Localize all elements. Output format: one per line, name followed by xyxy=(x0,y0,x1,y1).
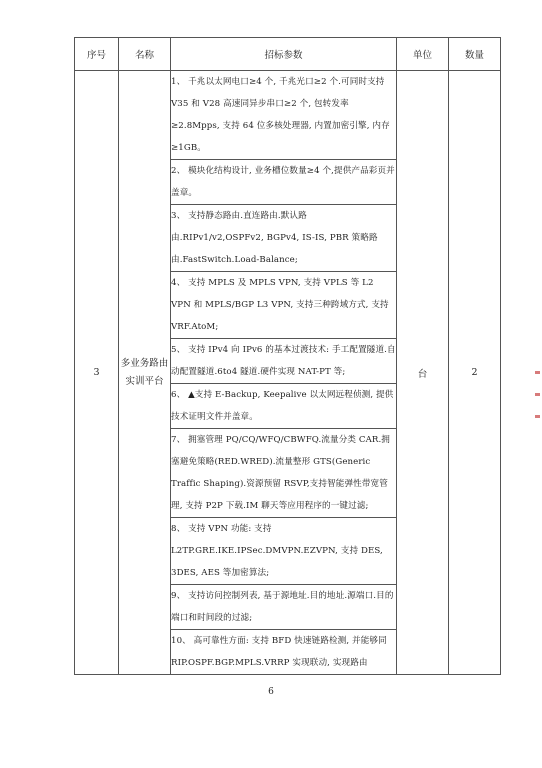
header-qty: 数量 xyxy=(449,38,501,71)
header-name: 名称 xyxy=(119,38,171,71)
param-4: 4、 支持 MPLS 及 MPLS VPN, 支持 VPLS 等 L2 VPN 和 MPLS/BGP L3 VPN, 支持三种跨域方式, 支持 VRF.AtoM; xyxy=(171,272,397,339)
page-number: 6 xyxy=(268,687,274,697)
table-row xyxy=(75,71,501,160)
stamp-mark xyxy=(535,415,540,418)
param-6: 6、 ▲支持 E-Backup, Keepalive 以太网远程侦测, 提供技术证明文件并盖章。 xyxy=(171,384,397,429)
header-unit: 单位 xyxy=(397,38,449,71)
param-5: 5、 支持 IPv4 向 IPv6 的基本过渡技术: 手工配置隧道.自动配置隧道.6to4 隧道.硬件实现 NAT-PT 等; xyxy=(171,339,397,384)
cell-name: 多业务路由实训平台 xyxy=(119,71,171,675)
cell-no: 3 xyxy=(75,71,119,675)
spec-table xyxy=(74,37,501,675)
stamp-mark xyxy=(535,393,540,396)
cell-qty: 2 xyxy=(449,71,501,675)
param-10: 10、 高可靠性方面: 支持 BFD 快速链路检测, 并能够同 RIP.OSPF.BGP.MPLS.VRRP 实现联动, 实现路由 xyxy=(171,630,397,675)
param-7: 7、 拥塞管理 PQ/CQ/WFQ/CBWFQ.流量分类 CAR.拥塞避免策略(RED.WRED).流量整形 GTS(Generic Traffic Shaping).资源预留 RSVP,支持智能弹性带宽管理, 支持 P2P 下载.IM 聊天等应用程序的一键过滤; xyxy=(171,429,397,518)
header-no: 序号 xyxy=(75,38,119,71)
param-2: 2、 模块化结构设计, 业务槽位数量≥4 个,提供产品彩页并盖章。 xyxy=(171,160,397,205)
param-9: 9、 支持访问控制列表, 基于源地址.目的地址.源端口.目的端口和时间段的过滤; xyxy=(171,585,397,630)
cell-unit: 台 xyxy=(397,71,449,675)
param-1: 1、 千兆以太网电口≥4 个, 千兆光口≥2 个.可同时支持 V35 和 V28 高速同异步串口≥2 个, 包转发率≥2.8Mpps, 支持 64 位多核处理器, 内置加密引擎, 内存≥1GB。 xyxy=(171,71,397,160)
param-8: 8、 支持 VPN 功能: 支持 L2TP.GRE.IKE.IPSec.DMVPN.EZVPN, 支持 DES, 3DES, AES 等加密算法; xyxy=(171,518,397,585)
param-3: 3、 支持静态路由.直连路由.默认路由.RIPv1/v2,OSPFv2, BGPv4, IS-IS, PBR 策略路由.FastSwitch.Load-Balance; xyxy=(171,205,397,272)
header-row xyxy=(75,38,501,71)
header-params: 招标参数 xyxy=(171,38,397,71)
stamp-mark xyxy=(535,371,540,374)
